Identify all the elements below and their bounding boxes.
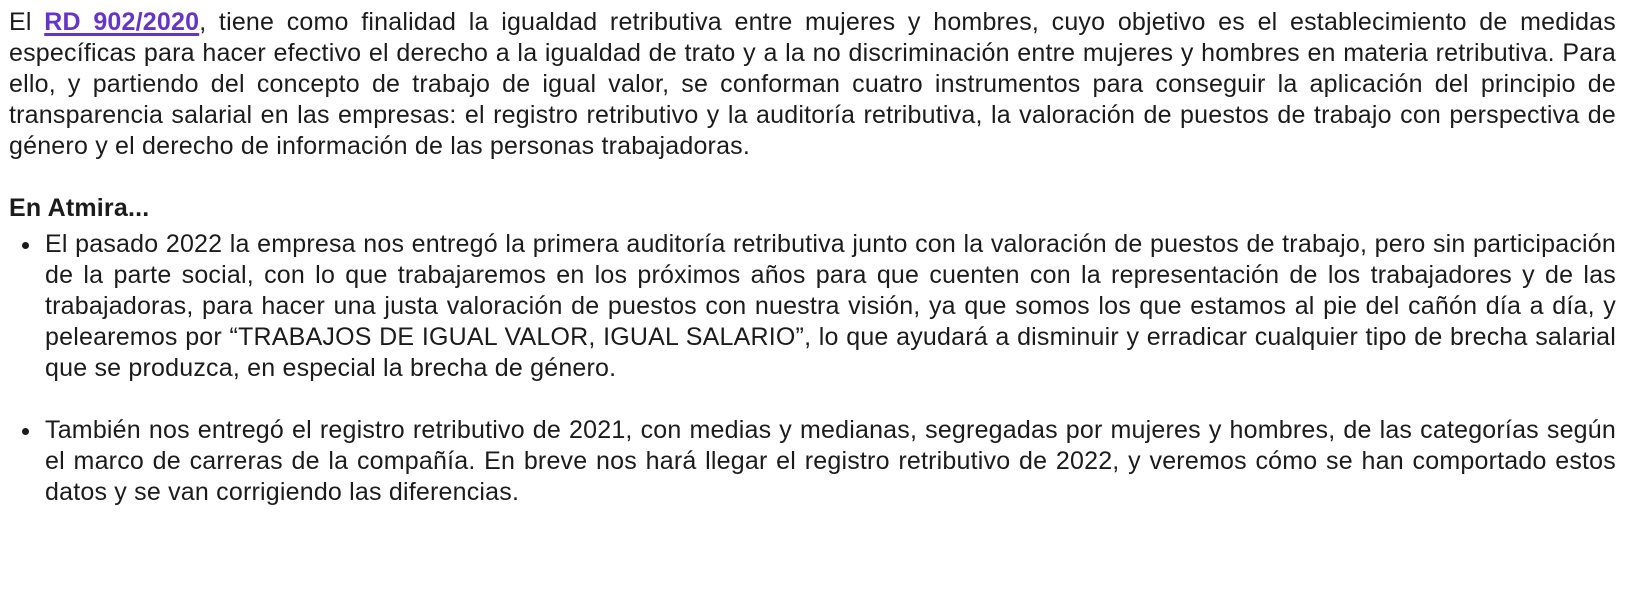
list-item bbox=[43, 415, 1616, 508]
rd-902-2020-link[interactable]: RD 902/2020 bbox=[44, 8, 200, 36]
section-heading: En Atmira... bbox=[9, 194, 150, 222]
intro-prefix: El bbox=[9, 8, 45, 36]
bullet-text-1: El pasado 2022 la empresa nos entregó la primera auditoría retributiva junto con la valoración de puestos de trabajo, pero sin participación de la parte social, con lo que trabajaremos en los próximos años para que cuenten con la representación de los trabajadores y de las trabajadoras, para hacer una justa valoración de puestos con nuestra visión, ya que somos los que estamos al pie del cañón día a día, y pelearemos por “TRABAJOS DE IGUAL VALOR, IGUAL SALARIO”, lo que ayudará a disminuir y erradicar cualquier tipo de brecha salarial que se produzca, en especial la brecha de género. bbox=[45, 230, 1616, 382]
intro-text: , tiene como finalidad la igualdad retributiva entre mujeres y hombres, cuyo objetivo es el establecimiento de medidas específicas para hacer efectivo el derecho a la igualdad de trato y a la no discriminación entre mujeres y hombres en materia retributiva. Para ello, y partiendo del concepto de trabajo de igual valor, se conforman cuatro instrumentos para conseguir la aplicación del principio de transparencia salarial en las empresas: el registro retributivo y la auditoría retributiva, la valoración de puestos de trabajo con perspectiva de género y el derecho de información de las personas trabajadoras. bbox=[9, 8, 1616, 160]
list-item bbox=[43, 229, 1616, 384]
bullet-list bbox=[9, 229, 1616, 508]
bullet-text-2: También nos entregó el registro retributivo de 2021, con medias y medianas, segregadas por mujeres y hombres, de las categorías según el marco de carreras de la compañía. En breve nos hará llegar el registro retributivo de 2022, y veremos cómo se han comportado estos datos y se van corrigiendo las diferencias. bbox=[45, 416, 1616, 506]
intro-paragraph bbox=[9, 7, 1616, 162]
